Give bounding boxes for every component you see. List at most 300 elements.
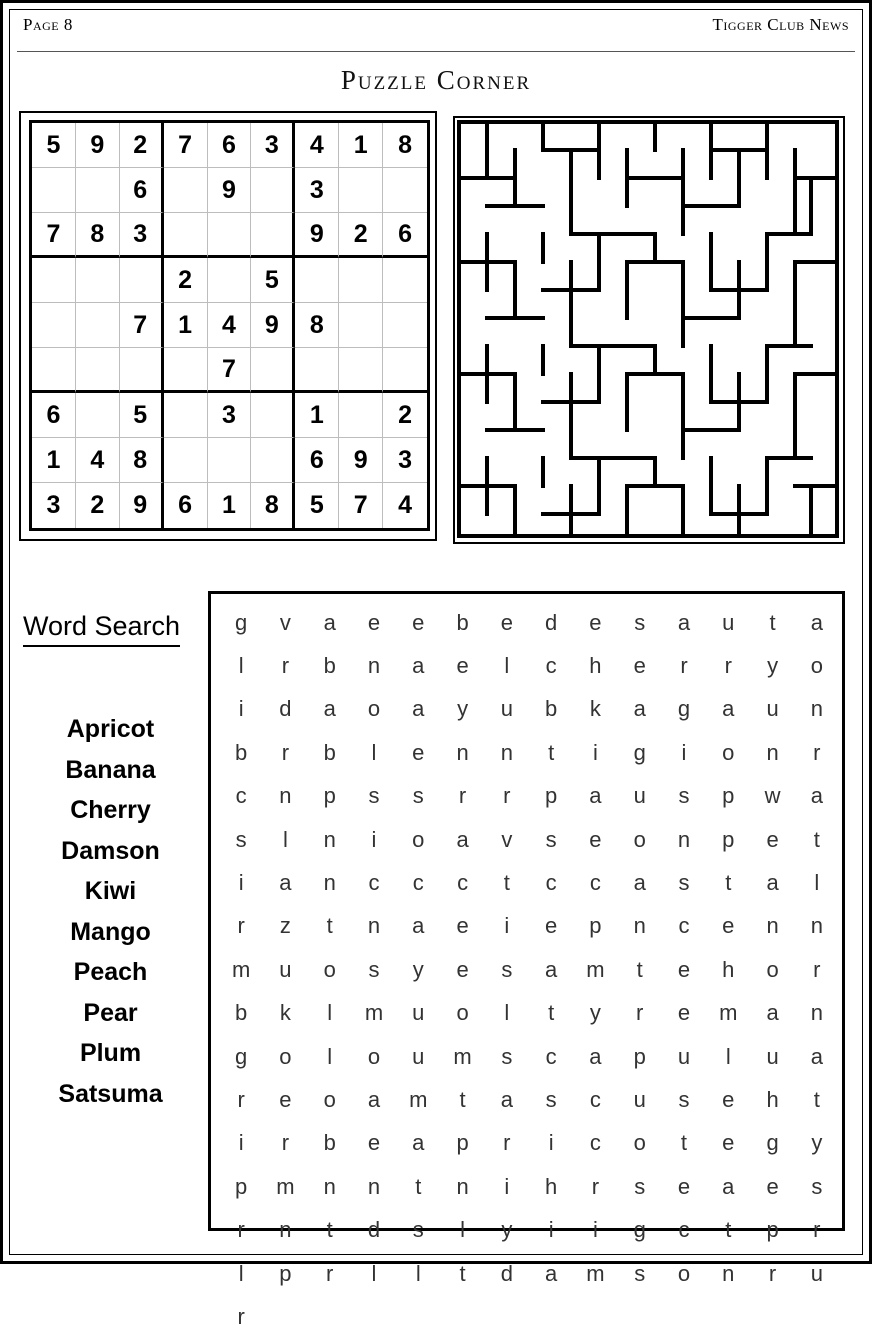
- word-search-cell[interactable]: c: [235, 783, 247, 809]
- sudoku-cell[interactable]: 3: [32, 483, 76, 528]
- word-search-cell[interactable]: t: [326, 1217, 333, 1243]
- word-search-cell[interactable]: t: [813, 826, 820, 852]
- word-search-cell[interactable]: y: [457, 696, 469, 722]
- word-search-cell[interactable]: i: [548, 1217, 554, 1243]
- word-search-cell[interactable]: u: [633, 1086, 646, 1112]
- word-search-cell[interactable]: d: [545, 609, 558, 635]
- word-search-cell[interactable]: c: [545, 870, 557, 896]
- word-search-cell[interactable]: c: [412, 870, 424, 896]
- sudoku-cell[interactable]: 2: [120, 123, 164, 168]
- word-search-cell[interactable]: p: [545, 783, 558, 809]
- word-search-cell[interactable]: n: [456, 739, 469, 765]
- sudoku-cell[interactable]: 1: [164, 303, 208, 348]
- word-search-cell[interactable]: l: [460, 1217, 465, 1243]
- word-search-cell[interactable]: t: [415, 1173, 422, 1199]
- sudoku-cell[interactable]: [251, 393, 295, 438]
- word-search-cell[interactable]: u: [810, 1260, 823, 1286]
- word-search-cell[interactable]: u: [766, 696, 779, 722]
- word-search-cell[interactable]: t: [813, 1086, 820, 1112]
- sudoku-cell[interactable]: 9: [339, 438, 383, 483]
- word-search-cell[interactable]: c: [678, 1217, 690, 1243]
- word-search-cell[interactable]: g: [633, 739, 646, 765]
- word-search-cell[interactable]: a: [589, 783, 602, 809]
- word-search-cell[interactable]: g: [633, 1217, 646, 1243]
- word-search-cell[interactable]: o: [722, 739, 735, 765]
- sudoku-cell[interactable]: 2: [339, 213, 383, 258]
- word-search-cell[interactable]: u: [412, 1043, 425, 1069]
- word-search-cell[interactable]: a: [456, 826, 469, 852]
- word-search-cell[interactable]: r: [281, 653, 290, 679]
- sudoku-cell[interactable]: [251, 168, 295, 213]
- word-search-cell[interactable]: b: [235, 739, 248, 765]
- sudoku-cell[interactable]: [164, 393, 208, 438]
- word-search-cell[interactable]: g: [677, 696, 691, 722]
- word-search-cell[interactable]: m: [276, 1173, 295, 1199]
- word-search-cell[interactable]: a: [810, 783, 823, 809]
- sudoku-cell[interactable]: [208, 258, 252, 303]
- sudoku-cell[interactable]: [76, 168, 120, 213]
- word-search-cell[interactable]: p: [279, 1260, 292, 1286]
- word-search-cell[interactable]: t: [725, 870, 732, 896]
- sudoku-cell[interactable]: 4: [208, 303, 252, 348]
- word-search-cell[interactable]: a: [633, 870, 646, 896]
- word-search-cell[interactable]: p: [589, 913, 602, 939]
- sudoku-cell[interactable]: 6: [295, 438, 339, 483]
- word-search-cell[interactable]: y: [412, 956, 424, 982]
- word-search-cell[interactable]: s: [678, 870, 690, 896]
- word-search-cell[interactable]: n: [766, 913, 779, 939]
- sudoku-cell[interactable]: [251, 438, 295, 483]
- word-search-cell[interactable]: a: [722, 696, 735, 722]
- word-search-cell[interactable]: r: [724, 653, 732, 679]
- word-search-cell[interactable]: u: [677, 1043, 691, 1069]
- sudoku-cell[interactable]: 8: [76, 213, 120, 258]
- word-search-cell[interactable]: u: [279, 956, 292, 982]
- word-search-cell[interactable]: a: [500, 1086, 513, 1112]
- word-search-cell[interactable]: e: [589, 609, 602, 635]
- sudoku-cell[interactable]: [208, 438, 252, 483]
- word-search-cell[interactable]: m: [409, 1086, 428, 1112]
- word-search-cell[interactable]: e: [633, 653, 646, 679]
- word-search-cell[interactable]: t: [326, 913, 333, 939]
- sudoku-cell[interactable]: 8: [251, 483, 295, 528]
- word-search-cell[interactable]: n: [810, 696, 823, 722]
- word-search-cell[interactable]: u: [500, 696, 513, 722]
- word-search-cell[interactable]: s: [811, 1173, 823, 1199]
- word-search-cell[interactable]: p: [633, 1043, 646, 1069]
- sudoku-cell[interactable]: 6: [383, 213, 427, 258]
- word-search-cell[interactable]: n: [323, 870, 336, 896]
- word-search-cell[interactable]: e: [722, 913, 735, 939]
- word-search-cell[interactable]: e: [677, 956, 691, 982]
- word-search-cell[interactable]: t: [548, 739, 555, 765]
- word-search-cell[interactable]: o: [810, 653, 823, 679]
- word-search-cell[interactable]: g: [766, 1130, 779, 1156]
- sudoku-cell[interactable]: 5: [32, 123, 76, 168]
- word-search-cell[interactable]: z: [279, 913, 291, 939]
- word-search-cell[interactable]: l: [371, 1260, 377, 1286]
- word-search-cell[interactable]: o: [279, 1043, 292, 1069]
- word-search-cell[interactable]: a: [545, 1260, 558, 1286]
- word-search-cell[interactable]: n: [323, 826, 336, 852]
- sudoku-cell[interactable]: [32, 348, 76, 393]
- word-search-cell[interactable]: u: [766, 1043, 779, 1069]
- sudoku-cell[interactable]: 2: [164, 258, 208, 303]
- sudoku-cell[interactable]: [164, 438, 208, 483]
- word-search-cell[interactable]: v: [501, 826, 513, 852]
- word-search-cell[interactable]: b: [323, 653, 336, 679]
- word-search-cell[interactable]: s: [678, 783, 690, 809]
- sudoku-cell[interactable]: [383, 168, 427, 213]
- sudoku-cell[interactable]: 9: [251, 303, 295, 348]
- word-search-cell[interactable]: a: [279, 870, 292, 896]
- word-search-cell[interactable]: h: [722, 956, 735, 982]
- sudoku-grid[interactable]: [29, 120, 430, 531]
- word-search-cell[interactable]: b: [456, 609, 469, 635]
- word-search-cell[interactable]: c: [545, 1043, 557, 1069]
- word-search-cell[interactable]: o: [677, 1260, 691, 1286]
- word-search-cell[interactable]: e: [722, 1130, 735, 1156]
- word-search-cell[interactable]: u: [633, 783, 646, 809]
- sudoku-cell[interactable]: [120, 258, 164, 303]
- word-search-cell[interactable]: r: [813, 739, 821, 765]
- sudoku-cell[interactable]: 9: [120, 483, 164, 528]
- word-search-cell[interactable]: c: [589, 1086, 601, 1112]
- word-search-cell[interactable]: y: [811, 1130, 823, 1156]
- word-search-cell[interactable]: c: [589, 1130, 601, 1156]
- word-search-cell[interactable]: t: [769, 609, 776, 635]
- sudoku-cell[interactable]: [120, 348, 164, 393]
- word-search-cell[interactable]: r: [458, 783, 467, 809]
- word-search-cell[interactable]: n: [677, 826, 691, 852]
- sudoku-cell[interactable]: 7: [208, 348, 252, 393]
- word-search-cell[interactable]: p: [722, 783, 735, 809]
- word-search-cell[interactable]: a: [323, 609, 336, 635]
- sudoku-cell[interactable]: [383, 348, 427, 393]
- word-search-cell[interactable]: n: [722, 1260, 735, 1286]
- sudoku-cell[interactable]: [295, 258, 339, 303]
- word-search-cell[interactable]: a: [722, 1173, 735, 1199]
- sudoku-cell[interactable]: 5: [120, 393, 164, 438]
- word-search-cell[interactable]: o: [412, 826, 425, 852]
- sudoku-cell[interactable]: [76, 303, 120, 348]
- sudoku-cell[interactable]: 3: [383, 438, 427, 483]
- sudoku-cell[interactable]: 3: [295, 168, 339, 213]
- word-search-cell[interactable]: s: [545, 826, 557, 852]
- word-search-cell[interactable]: u: [412, 1000, 425, 1026]
- sudoku-cell[interactable]: 8: [295, 303, 339, 348]
- word-search-cell[interactable]: v: [279, 609, 291, 635]
- word-search-cell[interactable]: s: [678, 1086, 690, 1112]
- word-search-cell[interactable]: m: [586, 956, 605, 982]
- sudoku-cell[interactable]: [32, 303, 76, 348]
- word-search-cell[interactable]: a: [323, 696, 336, 722]
- word-search-cell[interactable]: s: [412, 783, 424, 809]
- word-search-cell[interactable]: b: [323, 1130, 336, 1156]
- word-search-cell[interactable]: s: [634, 1260, 646, 1286]
- word-search-cell[interactable]: o: [323, 956, 336, 982]
- sudoku-cell[interactable]: 9: [76, 123, 120, 168]
- word-search-cell[interactable]: a: [367, 1086, 381, 1112]
- word-search-cell[interactable]: i: [504, 1173, 510, 1199]
- word-search-cell[interactable]: r: [591, 1173, 600, 1199]
- sudoku-cell[interactable]: [383, 303, 427, 348]
- word-search-cell[interactable]: i: [238, 1130, 244, 1156]
- word-search-cell[interactable]: s: [368, 783, 380, 809]
- word-search-cell[interactable]: n: [500, 739, 513, 765]
- word-search-cell[interactable]: m: [453, 1043, 472, 1069]
- word-search-cell[interactable]: a: [810, 1043, 823, 1069]
- sudoku-cell[interactable]: [164, 168, 208, 213]
- word-search-cell[interactable]: o: [323, 1086, 336, 1112]
- sudoku-cell[interactable]: 1: [32, 438, 76, 483]
- word-search-cell[interactable]: l: [814, 870, 820, 896]
- word-search-cell[interactable]: l: [327, 1043, 333, 1069]
- word-search-cell[interactable]: t: [636, 956, 643, 982]
- sudoku-cell[interactable]: 9: [295, 213, 339, 258]
- sudoku-cell[interactable]: [76, 393, 120, 438]
- sudoku-cell[interactable]: 6: [120, 168, 164, 213]
- word-search-cell[interactable]: g: [235, 1043, 248, 1069]
- word-search-cell[interactable]: n: [279, 1217, 292, 1243]
- word-search-cell[interactable]: c: [368, 870, 380, 896]
- word-search-cell[interactable]: e: [279, 1086, 292, 1112]
- word-search-cell[interactable]: t: [503, 870, 510, 896]
- word-search-cell[interactable]: h: [766, 1086, 779, 1112]
- word-search-cell[interactable]: l: [238, 1260, 244, 1286]
- word-search-cell[interactable]: e: [456, 956, 469, 982]
- word-search-cell[interactable]: k: [589, 696, 601, 722]
- word-search-cell[interactable]: l: [371, 739, 377, 765]
- word-search-cell[interactable]: d: [367, 1217, 381, 1243]
- word-search-cell[interactable]: s: [501, 956, 513, 982]
- sudoku-cell[interactable]: 7: [339, 483, 383, 528]
- word-search-cell[interactable]: r: [680, 653, 688, 679]
- word-search-cell[interactable]: r: [237, 913, 245, 939]
- word-search-cell[interactable]: r: [813, 956, 821, 982]
- word-search-cell[interactable]: e: [456, 653, 469, 679]
- word-search-cell[interactable]: e: [412, 739, 425, 765]
- sudoku-cell[interactable]: [76, 258, 120, 303]
- word-search-grid[interactable]: [219, 601, 839, 1339]
- word-search-cell[interactable]: h: [589, 653, 602, 679]
- word-search-cell[interactable]: r: [237, 1086, 245, 1112]
- word-search-cell[interactable]: h: [545, 1173, 558, 1199]
- word-search-cell[interactable]: r: [237, 1217, 245, 1243]
- sudoku-cell[interactable]: [208, 213, 252, 258]
- word-search-cell[interactable]: n: [367, 653, 381, 679]
- word-search-cell[interactable]: i: [592, 739, 598, 765]
- sudoku-cell[interactable]: 2: [76, 483, 120, 528]
- word-search-cell[interactable]: e: [589, 826, 602, 852]
- word-search-cell[interactable]: p: [456, 1130, 469, 1156]
- word-search-cell[interactable]: i: [238, 870, 244, 896]
- sudoku-cell[interactable]: [339, 258, 383, 303]
- sudoku-cell[interactable]: 5: [251, 258, 295, 303]
- word-search-cell[interactable]: a: [766, 1000, 779, 1026]
- word-search-cell[interactable]: m: [231, 956, 251, 982]
- word-search-cell[interactable]: n: [367, 913, 381, 939]
- sudoku-cell[interactable]: 4: [295, 123, 339, 168]
- word-search-cell[interactable]: r: [326, 1260, 334, 1286]
- word-search-cell[interactable]: r: [237, 1303, 245, 1329]
- word-search-cell[interactable]: t: [459, 1086, 466, 1112]
- word-search-cell[interactable]: d: [279, 696, 292, 722]
- word-search-cell[interactable]: a: [412, 696, 425, 722]
- word-search-cell[interactable]: n: [456, 1173, 469, 1199]
- word-search-cell[interactable]: t: [680, 1130, 688, 1156]
- sudoku-cell[interactable]: 6: [164, 483, 208, 528]
- word-search-cell[interactable]: y: [589, 1000, 601, 1026]
- word-search-cell[interactable]: r: [636, 1000, 644, 1026]
- word-search-cell[interactable]: l: [238, 653, 244, 679]
- word-search-cell[interactable]: k: [279, 1000, 291, 1026]
- word-search-cell[interactable]: o: [367, 1043, 381, 1069]
- word-search-cell[interactable]: a: [412, 1130, 425, 1156]
- word-search-cell[interactable]: a: [545, 956, 558, 982]
- word-search-cell[interactable]: e: [677, 1173, 691, 1199]
- sudoku-cell[interactable]: [32, 258, 76, 303]
- sudoku-cell[interactable]: 1: [295, 393, 339, 438]
- word-search-cell[interactable]: l: [415, 1260, 421, 1286]
- word-search-cell[interactable]: i: [681, 739, 687, 765]
- sudoku-cell[interactable]: 6: [208, 123, 252, 168]
- sudoku-cell[interactable]: 7: [120, 303, 164, 348]
- word-search-cell[interactable]: m: [586, 1260, 605, 1286]
- sudoku-cell[interactable]: [164, 348, 208, 393]
- word-search-cell[interactable]: r: [503, 1130, 511, 1156]
- word-search-cell[interactable]: o: [456, 1000, 469, 1026]
- word-search-cell[interactable]: c: [545, 653, 557, 679]
- word-search-cell[interactable]: s: [545, 1086, 557, 1112]
- word-search-cell[interactable]: c: [589, 870, 601, 896]
- sudoku-cell[interactable]: 3: [120, 213, 164, 258]
- word-search-cell[interactable]: i: [371, 826, 377, 852]
- word-search-cell[interactable]: c: [457, 870, 469, 896]
- word-search-cell[interactable]: p: [323, 783, 336, 809]
- word-search-cell[interactable]: a: [677, 609, 691, 635]
- sudoku-cell[interactable]: [383, 258, 427, 303]
- word-search-cell[interactable]: a: [412, 653, 425, 679]
- word-search-cell[interactable]: s: [501, 1043, 513, 1069]
- word-search-cell[interactable]: c: [678, 913, 690, 939]
- word-search-cell[interactable]: i: [504, 913, 510, 939]
- word-search-cell[interactable]: u: [722, 609, 735, 635]
- word-search-cell[interactable]: l: [504, 1000, 510, 1026]
- sudoku-cell[interactable]: [32, 168, 76, 213]
- sudoku-cell[interactable]: 1: [339, 123, 383, 168]
- word-search-cell[interactable]: t: [459, 1260, 466, 1286]
- word-search-cell[interactable]: s: [634, 609, 646, 635]
- word-search-cell[interactable]: w: [764, 783, 781, 809]
- word-search-cell[interactable]: r: [281, 1130, 290, 1156]
- word-search-cell[interactable]: o: [633, 826, 646, 852]
- sudoku-cell[interactable]: [76, 348, 120, 393]
- word-search-cell[interactable]: m: [364, 1000, 384, 1026]
- sudoku-cell[interactable]: [164, 213, 208, 258]
- word-search-cell[interactable]: n: [323, 1173, 336, 1199]
- sudoku-cell[interactable]: 2: [383, 393, 427, 438]
- sudoku-cell[interactable]: 7: [32, 213, 76, 258]
- word-search-cell[interactable]: r: [813, 1217, 821, 1243]
- sudoku-cell[interactable]: 4: [398, 491, 412, 519]
- word-search-cell[interactable]: e: [722, 1086, 735, 1112]
- word-search-cell[interactable]: b: [235, 1000, 248, 1026]
- word-search-cell[interactable]: s: [235, 826, 247, 852]
- sudoku-cell[interactable]: 9: [208, 168, 252, 213]
- word-search-cell[interactable]: y: [501, 1217, 513, 1243]
- word-search-cell[interactable]: p: [722, 826, 735, 852]
- word-search-cell[interactable]: e: [766, 1173, 779, 1199]
- word-search-cell[interactable]: s: [412, 1217, 424, 1243]
- word-search-cell[interactable]: a: [766, 870, 779, 896]
- sudoku-cell[interactable]: 8: [120, 438, 164, 483]
- sudoku-cell[interactable]: 6: [32, 393, 76, 438]
- sudoku-cell[interactable]: 8: [383, 123, 427, 168]
- sudoku-cell[interactable]: [251, 213, 295, 258]
- word-search-cell[interactable]: i: [238, 696, 244, 722]
- word-search-cell[interactable]: a: [589, 1043, 602, 1069]
- word-search-cell[interactable]: a: [412, 913, 425, 939]
- word-search-cell[interactable]: a: [810, 609, 823, 635]
- word-search-cell[interactable]: n: [810, 913, 823, 939]
- word-search-cell[interactable]: l: [504, 653, 510, 679]
- word-search-cell[interactable]: l: [725, 1043, 731, 1069]
- word-search-cell[interactable]: e: [766, 826, 779, 852]
- word-search-cell[interactable]: t: [725, 1217, 732, 1243]
- word-search-cell[interactable]: l: [327, 1000, 333, 1026]
- sudoku-cell[interactable]: [295, 348, 339, 393]
- word-search-cell[interactable]: r: [281, 739, 290, 765]
- sudoku-cell[interactable]: 3: [251, 123, 295, 168]
- sudoku-cell[interactable]: [251, 348, 295, 393]
- word-search-cell[interactable]: g: [235, 609, 248, 635]
- word-search-cell[interactable]: p: [235, 1173, 248, 1199]
- word-search-cell[interactable]: e: [412, 609, 425, 635]
- word-search-cell[interactable]: e: [456, 913, 469, 939]
- word-search-cell[interactable]: o: [633, 1130, 646, 1156]
- word-search-cell[interactable]: r: [768, 1260, 777, 1286]
- word-search-cell[interactable]: d: [500, 1260, 513, 1286]
- word-search-cell[interactable]: n: [633, 913, 646, 939]
- word-search-cell[interactable]: b: [323, 739, 336, 765]
- word-search-cell[interactable]: r: [503, 783, 511, 809]
- word-search-cell[interactable]: s: [634, 1173, 646, 1199]
- word-search-cell[interactable]: y: [767, 653, 779, 679]
- word-search-cell[interactable]: e: [367, 609, 381, 635]
- word-search-cell[interactable]: a: [633, 696, 646, 722]
- word-search-cell[interactable]: i: [592, 1217, 598, 1243]
- word-search-cell[interactable]: m: [719, 1000, 738, 1026]
- word-search-cell[interactable]: s: [368, 956, 380, 982]
- word-search-cell[interactable]: n: [810, 1000, 823, 1026]
- word-search-cell[interactable]: o: [766, 956, 779, 982]
- sudoku-cell[interactable]: [339, 393, 383, 438]
- word-search-cell[interactable]: p: [766, 1217, 779, 1243]
- sudoku-cell[interactable]: 1: [208, 483, 252, 528]
- sudoku-cell[interactable]: 7: [164, 123, 208, 168]
- word-search-cell[interactable]: e: [500, 609, 513, 635]
- word-search-cell[interactable]: e: [367, 1130, 381, 1156]
- word-search-cell[interactable]: n: [367, 1173, 381, 1199]
- sudoku-cell[interactable]: [339, 168, 383, 213]
- word-search-cell[interactable]: b: [545, 696, 558, 722]
- word-search-cell[interactable]: n: [766, 739, 779, 765]
- sudoku-cell[interactable]: 4: [76, 438, 120, 483]
- word-search-cell[interactable]: e: [677, 1000, 691, 1026]
- word-search-cell[interactable]: n: [279, 783, 292, 809]
- sudoku-cell[interactable]: [339, 348, 383, 393]
